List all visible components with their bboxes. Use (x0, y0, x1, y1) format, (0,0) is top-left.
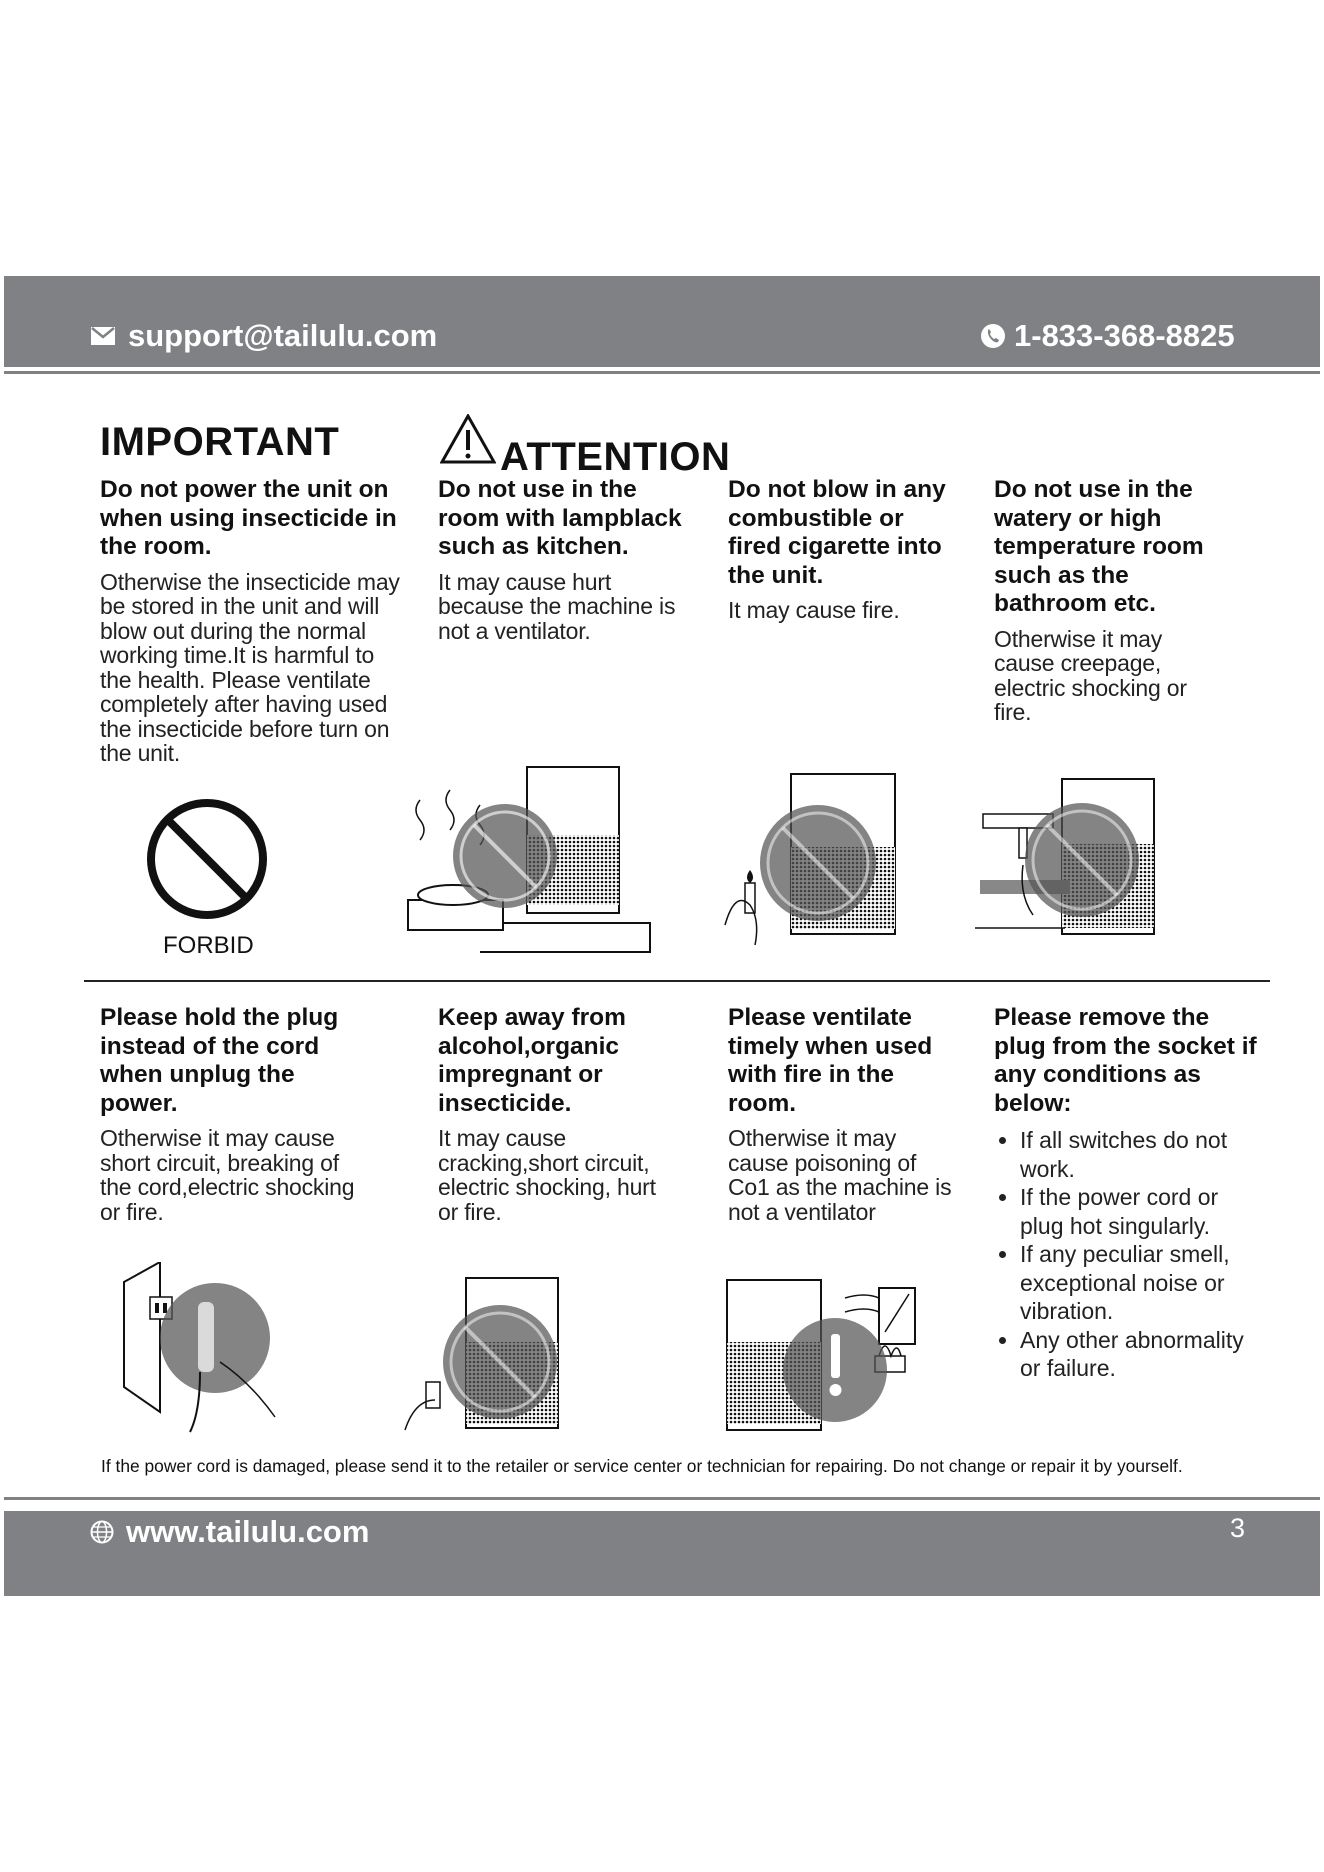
warning-heading: Do not use in the watery or high temperature room such as the bathroom etc. (994, 476, 1204, 617)
warning-insecticide (100, 476, 400, 766)
warning-body: Otherwise it may cause short circuit, breaking of the cord,electric shocking or fire. (100, 1125, 355, 1225)
footnote: If the power cord is damaged, please send it to the retailer or service center or technician for repairing. Do not change or repair it by yourself. (101, 1456, 1183, 1476)
warning-body: It may cause hurt because the machine is not a ventilator. (438, 568, 676, 644)
warning-alcohol (438, 1004, 668, 1224)
list-item: • If all switches do not work. (1020, 1126, 1264, 1183)
warning-heading: Do not use in the room with lampblack such as kitchen. (438, 476, 682, 560)
forbid-icon (143, 795, 271, 923)
cigarette-illustration (715, 765, 915, 945)
list-item: • Any other abnormality or failure. (1020, 1326, 1264, 1383)
page-number: 3 (1230, 1513, 1246, 1543)
warning-heading: Keep away from alcohol,organic impregnant or insecticide. (438, 1004, 626, 1117)
warning-heading: Do not blow in any combustible or fired cigarette into the unit. (728, 476, 946, 589)
unplug-illustration (120, 1262, 280, 1437)
list-item: • If any peculiar smell, exceptional noise or vibration. (1020, 1240, 1264, 1326)
conditions-list (994, 1126, 1264, 1383)
alcohol-illustration (400, 1272, 570, 1437)
important-title: IMPORTANT (100, 420, 340, 464)
warning-kitchen (438, 476, 688, 643)
warning-body: Otherwise the insecticide may be stored in the unit and will blow out during the normal working time.It is harmful to the health. Please ventilate completely after having used the insecticide before turn on the unit. (100, 568, 400, 766)
ventilate-illustration (725, 1272, 925, 1437)
forbid-label: FORBID (163, 932, 254, 959)
envelope-icon (90, 326, 116, 346)
list-item: • If the power cord or plug hot singularly. (1020, 1183, 1264, 1240)
warning-heading: Please remove the plug from the socket if any conditions as below: (994, 1004, 1257, 1117)
attention-text: ATTENTION (500, 435, 731, 479)
warning-heading: Please ventilate timely when used with fire in the room. (728, 1004, 933, 1117)
footer-rule (4, 1497, 1320, 1500)
section-divider (84, 980, 1270, 982)
warning-remove-plug (994, 1004, 1264, 1383)
phone-text: 1-833-368-8825 (1014, 318, 1235, 353)
warning-body: It may cause fire. (728, 597, 900, 623)
email-text: support@tailulu.com (128, 318, 438, 353)
website-link[interactable] (90, 1511, 369, 1553)
header-rule (4, 371, 1320, 374)
warning-triangle-icon (440, 414, 496, 474)
kitchen-illustration (380, 760, 660, 960)
support-email[interactable] (90, 318, 437, 354)
bathroom-illustration (975, 770, 1175, 945)
warning-cigarette (728, 476, 953, 623)
support-phone[interactable] (980, 318, 1235, 354)
warning-body: It may cause cracking,short circuit, electric shocking, hurt or fire. (438, 1125, 656, 1225)
warning-heading: Do not power the unit on when using insecticide in the room. (100, 476, 397, 560)
warning-ventilate (728, 1004, 958, 1224)
phone-icon (980, 323, 1006, 349)
attention-title (440, 414, 731, 479)
warning-body: Otherwise it may cause creepage, electric shocking or fire. (994, 625, 1187, 725)
warning-heading: Please hold the plug instead of the cord when unplug the power. (100, 1004, 339, 1117)
website-text: www.tailulu.com (126, 1514, 370, 1549)
warning-unplug (100, 1004, 360, 1224)
warning-bathroom (994, 476, 1224, 725)
globe-icon (90, 1520, 114, 1544)
warning-body: Otherwise it may cause poisoning of Co1 as the machine is not a ventilator (728, 1125, 952, 1225)
